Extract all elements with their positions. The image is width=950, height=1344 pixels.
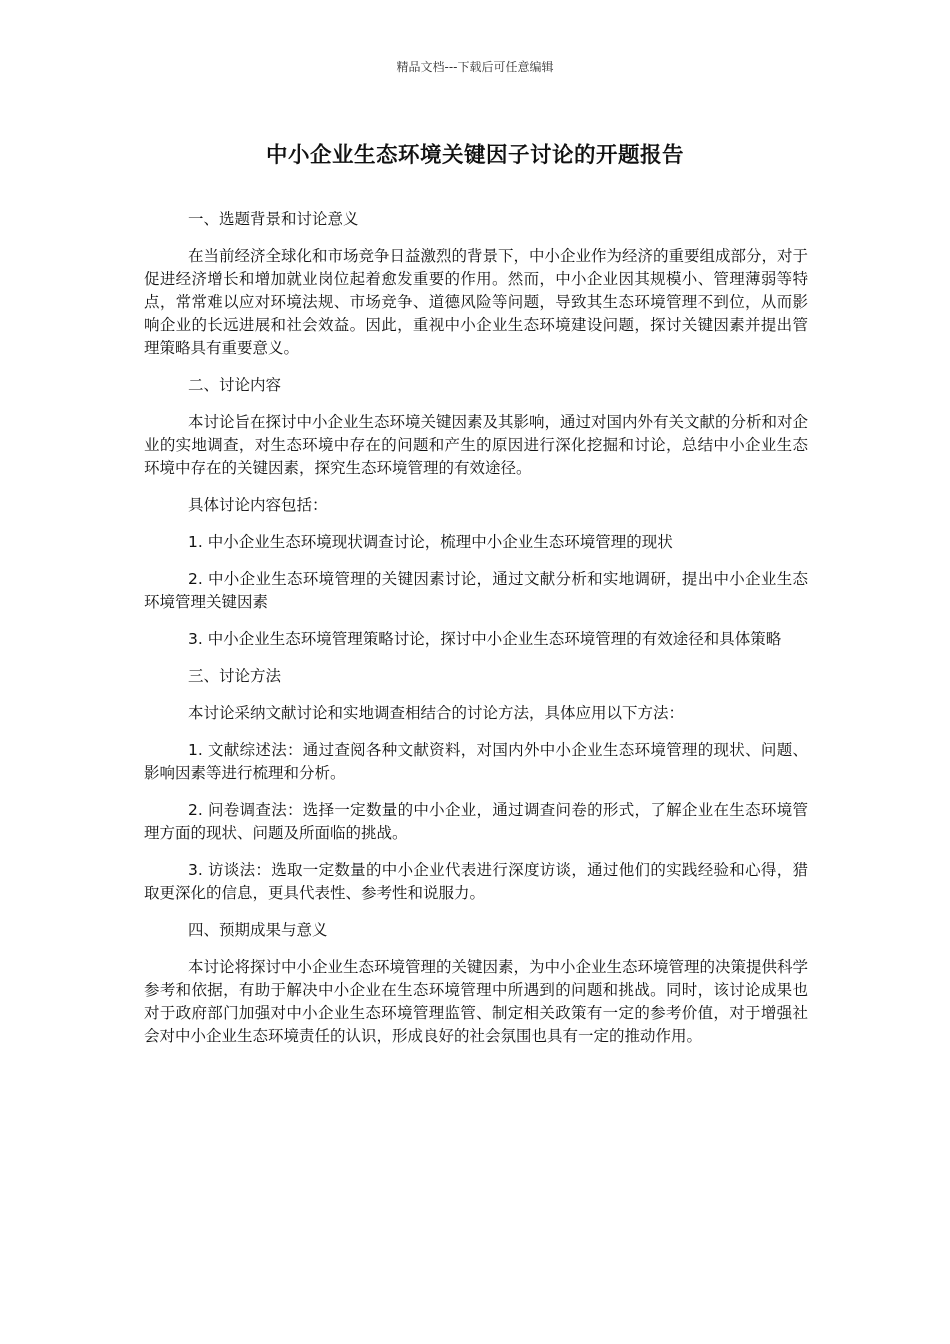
paragraph: 在当前经济全球化和市场竞争日益激烈的背景下，中小企业作为经济的重要组成部分，对于促进经济增长和增加就业岗位起着愈发重要的作用。然而，中小企业因其规模小、管理薄弱等特点，常常难以应对环境法规、市场竞争、道德风险等问题，导致其生态环境管理不到位，从而影响企业的长远进展和社会效益。因此，重视中小企业生态环境建设问题，探讨关键因素并提出管理策略具有重要意义。	[144, 247, 809, 357]
paragraph: 本讨论旨在探讨中小企业生态环境关键因素及其影响，通过对国内外有关文献的分析和对企业的实地调查，对生态环境中存在的问题和产生的原因进行深化挖掘和讨论，总结中小企业生态环境中存在的关键因素，探究生态环境管理的有效途径。	[144, 413, 809, 477]
document-body	[144, 208, 808, 1062]
list-item: 3. 中小企业生态环境管理策略讨论，探讨中小企业生态环境管理的有效途径和具体策略	[188, 630, 782, 648]
list-item: 1. 中小企业生态环境现状调查讨论，梳理中小企业生态环境管理的现状	[188, 533, 673, 551]
list-item: 1. 文献综述法：通过查阅各种文献资料，对国内外中小企业生态环境管理的现状、问题、影响因素等进行梳理和分析。	[144, 741, 808, 782]
section-heading: 一、选题背景和讨论意义	[188, 210, 359, 228]
document-title: 中小企业生态环境关键因子讨论的开题报告	[265, 143, 684, 168]
section-heading: 四、预期成果与意义	[188, 921, 328, 939]
list-item: 2. 中小企业生态环境管理的关键因素讨论，通过文献分析和实地调研，提出中小企业生态环境管理关键因素	[144, 570, 808, 611]
header-note: 精品文档---下载后可任意编辑	[396, 60, 554, 74]
section-heading: 二、讨论内容	[188, 376, 282, 394]
paragraph: 本讨论将探讨中小企业生态环境管理的关键因素，为中小企业生态环境管理的决策提供科学参考和依据，有助于解决中小企业在生态环境管理中所遇到的问题和挑战。同时，该讨论成果也对于政府部门加强对中小企业生态环境管理监管、制定相关政策有一定的参考价值，对于增强社会对中小企业生态环境责任的认识，形成良好的社会氛围也具有一定的推动作用。	[144, 958, 809, 1045]
paragraph: 本讨论采纳文献讨论和实地调查相结合的讨论方法，具体应用以下方法：	[188, 704, 685, 722]
list-item: 3. 访谈法：选取一定数量的中小企业代表进行深度访谈，通过他们的实践经验和心得，猎取更深化的信息，更具代表性、参考性和说服力。	[144, 861, 808, 902]
section-heading: 三、讨论方法	[188, 667, 282, 685]
paragraph: 具体讨论内容包括：	[188, 496, 328, 514]
list-item: 2. 问卷调查法：选择一定数量的中小企业，通过调查问卷的形式，了解企业在生态环境管理方面的现状、问题及所面临的挑战。	[144, 801, 808, 842]
